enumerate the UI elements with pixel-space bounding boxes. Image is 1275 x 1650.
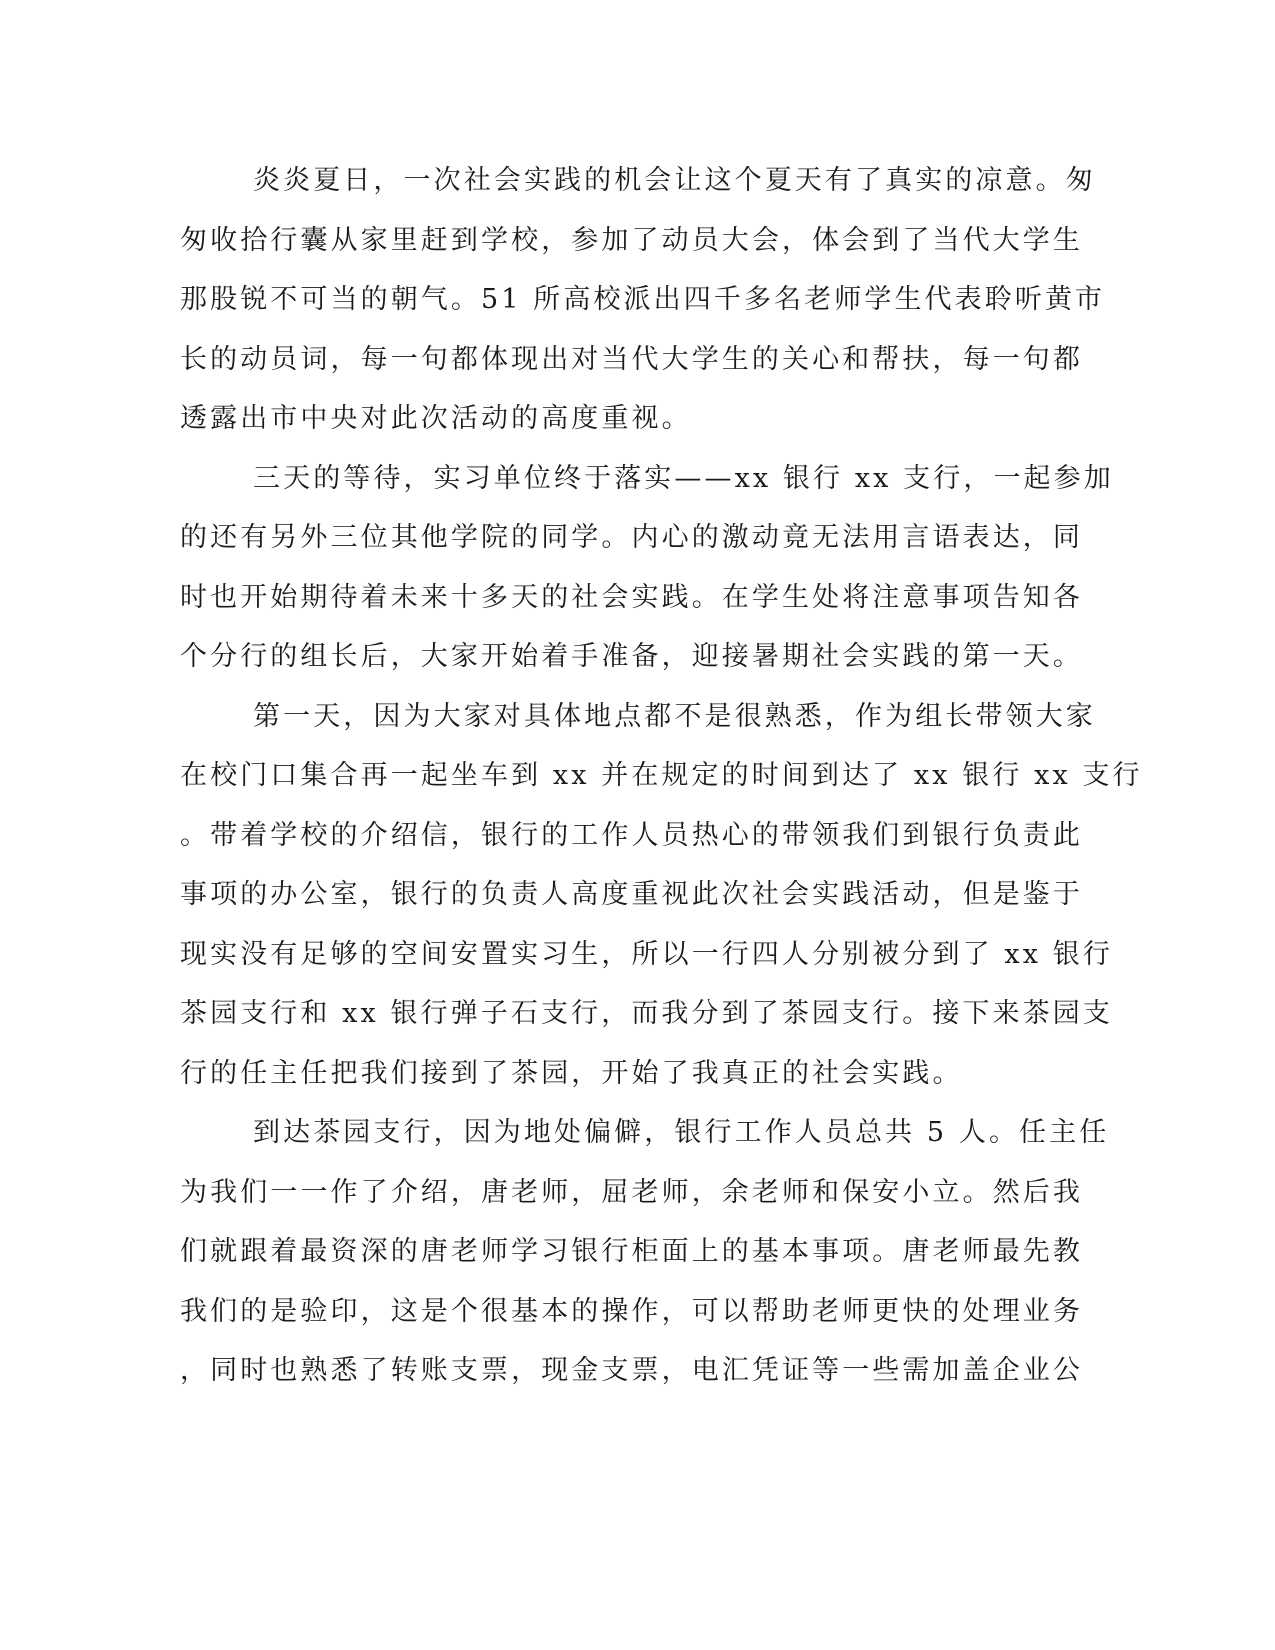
text-line: 在校门口集合再一起坐车到 xx 并在规定的时间到达了 xx 银行 xx 支行: [180, 760, 1143, 791]
text-line: 第一天，因为大家对具体地点都不是很熟悉，作为组长带领大家: [253, 700, 1096, 732]
text-line: 个分行的组长后，大家开始着手准备，迎接暑期社会实践的第一天。: [180, 641, 1083, 672]
paragraph: [180, 1103, 1110, 1401]
text-line: 长的动员词，每一句都体现出对当代大学生的关心和帮扶，每一句都: [180, 343, 1083, 375]
text-line: 到达茶园支行，因为地处偏僻，银行工作人员总共 5 人。任主任: [253, 1117, 1110, 1148]
text-line: 的还有另外三位其他学院的同学。内心的激动竟无法用言语表达，同: [180, 522, 1083, 553]
text-line: 那股锐不可当的朝气。51 所高校派出四千多名老师学生代表聆听黄市: [180, 284, 1106, 315]
paragraph: [180, 449, 1114, 687]
text-line: 三天的等待，实习单位终于落实——xx 银行 xx 支行，一起参加: [253, 462, 1114, 494]
text-line: 。带着学校的介绍信，银行的工作人员热心的带领我们到银行负责此: [180, 819, 1083, 851]
text-line: 为我们一一作了介绍，唐老师，屈老师，余老师和保安小立。然后我: [180, 1176, 1083, 1208]
paragraph: [180, 687, 1143, 1104]
document-body: [180, 151, 1143, 1401]
text-line: 时也开始期待着未来十多天的社会实践。在学生处将注意事项告知各: [180, 581, 1083, 613]
text-line: 茶园支行和 xx 银行弹子石支行，而我分到了茶园支行。接下来茶园支: [180, 998, 1113, 1029]
text-line: 行的任主任把我们接到了茶园，开始了我真正的社会实践。: [180, 1057, 963, 1089]
text-line: 现实没有足够的空间安置实习生，所以一行四人分别被分到了 xx 银行: [180, 938, 1113, 970]
text-line: 我们的是验印，这是个很基本的操作，可以帮助老师更快的处理业务: [180, 1295, 1083, 1327]
text-line: ，同时也熟悉了转账支票，现金支票，电汇凭证等一些需加盖企业公: [180, 1355, 1083, 1386]
text-line: 透露出市中央对此次活动的高度重视。: [180, 403, 692, 434]
text-line: 们就跟着最资深的唐老师学习银行柜面上的基本事项。唐老师最先教: [180, 1236, 1083, 1267]
text-line: 匆收拾行囊从家里赶到学校，参加了动员大会，体会到了当代大学生: [180, 224, 1083, 256]
paragraph: [180, 151, 1106, 449]
text-line: 炎炎夏日，一次社会实践的机会让这个夏天有了真实的凉意。匆: [253, 165, 1096, 196]
text-line: 事项的办公室，银行的负责人高度重视此次社会实践活动，但是鉴于: [180, 879, 1083, 910]
